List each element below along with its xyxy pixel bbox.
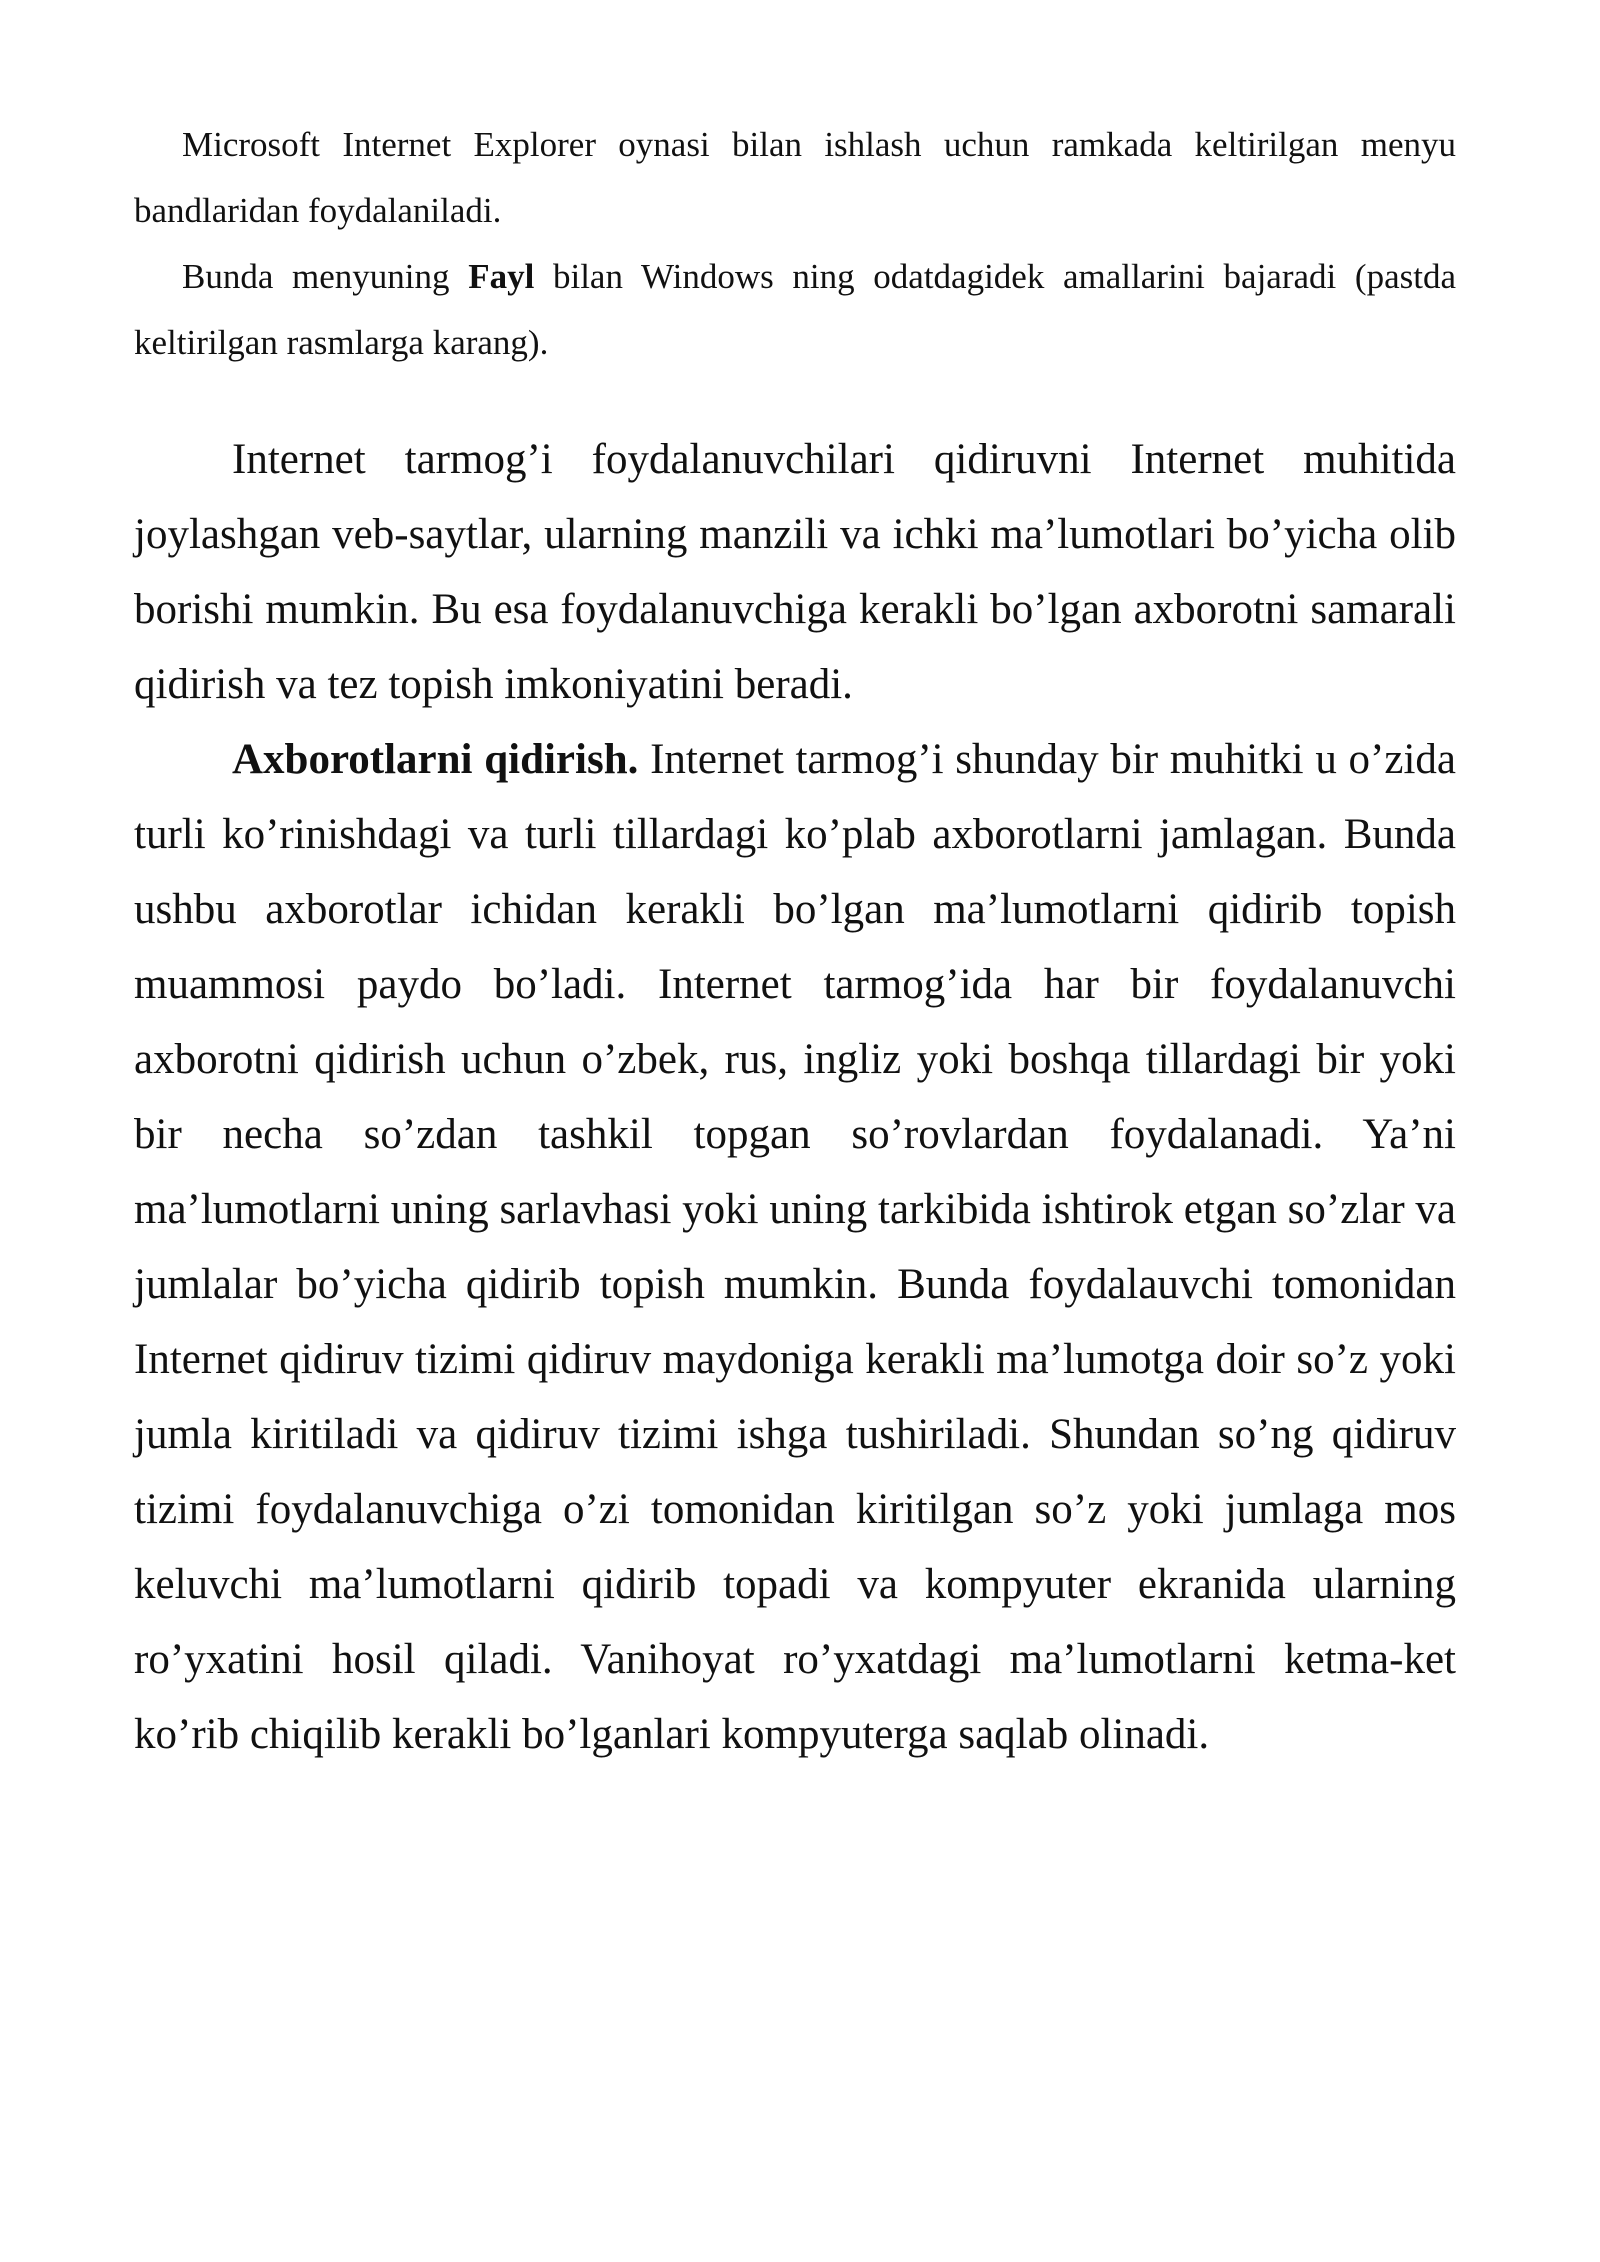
main-section bbox=[134, 422, 1456, 1772]
body-paragraph-1: Internet tarmog’i foydalanuvchilari qidiruvni Internet muhitida joylashgan veb-saytlar, ularning manzili va ichki ma’lumotlari bo’yicha olib borishi mumkin. Bu esa foydalanuvchiga kerakli bo’lgan axborotni samarali qidirish va tez topish imkoniyatini beradi. bbox=[134, 436, 1456, 708]
intro-paragraph-2-start: Bunda menyuning bbox=[182, 257, 469, 296]
body-paragraph-2-text: Internet tarmog’i shunday bir muhitki u o’zida turli ko’rinishdagi va turli tillardagi ko’plab axborotlarni jamlagan. Bunda ushbu axborotlar ichidan kerakli bo’lgan ma’lumotlarni qidirib topish muammosi paydo bo’ladi. Internet tarmog’ida har bir foydalanuvchi axborotni qidirish uchun o’zbek, rus, ingliz yoki boshqa tillardagi bir yoki bir necha so’zdan tashkil topgan so’rovlardan foydalanadi. Ya’ni ma’lumotlarni uning sarlavhasi yoki uning tarkibida ishtirok etgan so’zlar va jumlalar bo’yicha qidirib topish mumkin. Bunda foydalauvchi tomonidan Internet qidiruv tizimi qidiruv maydoniga kerakli ma’lumotga doir so’z yoki jumla kiritiladi va qidiruv tizimi ishga tushiriladi. Shundan so’ng qidiruv tizimi foydalanuvchiga o’zi tomonidan kiritilgan so’z yoki jumlaga mos keluvchi ma’lumotlarni qidirib topadi va kompyuter ekranida ularning ro’yxatini hosil qiladi. Vanihoyat ro’yxatdagi ma’lumotlarni ketma-ket ko’rib chiqilib kerakli bo’lganlari kompyuterga saqlab olinadi. bbox=[134, 736, 1456, 1758]
section-heading: Axborotlarni qidirish. bbox=[232, 736, 639, 783]
intro-paragraph-2-end: bilan Windows ning odatdagidek amallarini bajaradi (pastda keltirilgan rasmlarga karang). bbox=[134, 257, 1456, 362]
intro-section bbox=[134, 112, 1456, 376]
body-paragraph-2 bbox=[134, 722, 1456, 1772]
intro-paragraph-2 bbox=[134, 244, 1456, 376]
intro-paragraph-1: Microsoft Internet Explorer oynasi bilan ishlash uchun ramkada keltirilgan menyu bandlaridan foydalaniladi. bbox=[134, 125, 1456, 230]
menu-term-fayl: Fayl bbox=[468, 257, 535, 296]
